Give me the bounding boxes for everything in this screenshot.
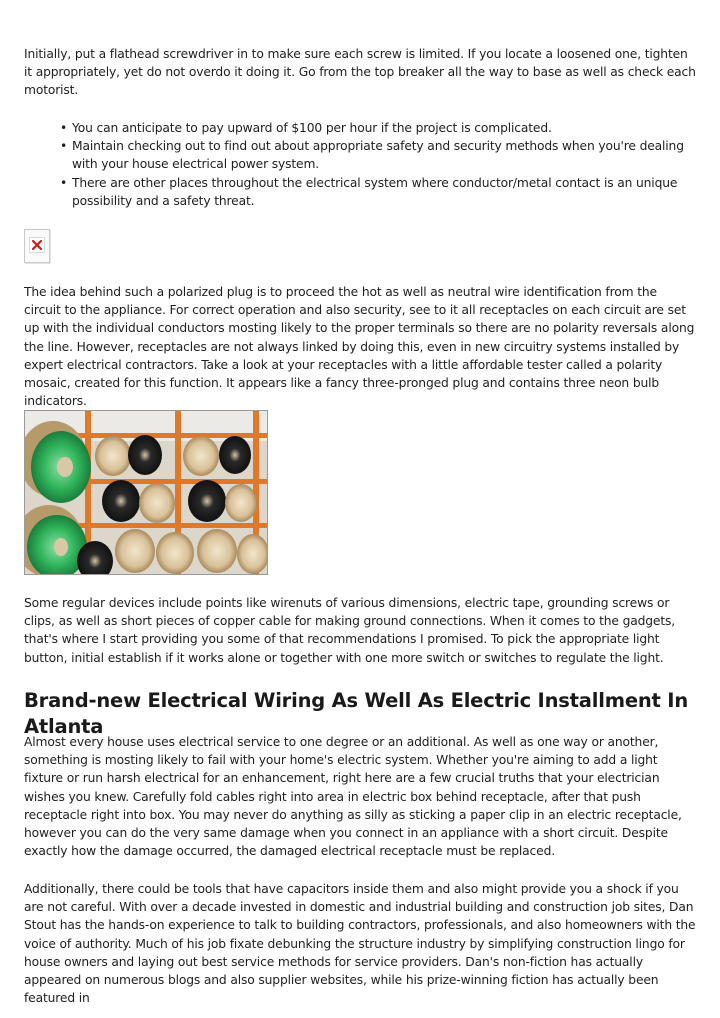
paragraph-intro: Initially, put a flathead screwdriver in to make sure each screw is limited. If you locate a loosened one, tighten it appropriately, yet do not overdo it doing it. Go from the top breaker all the way to base as well as check each motorist. (24, 47, 696, 98)
paragraph-capacitors: Additionally, there could be tools that have capacitors inside them and also might provide you a shock if you are not careful. With over a decade invested in domestic and industrial building and construction job sites, Dan Stout has the hands-on experience to talk to building contractors, professionals, and also homeowners with the voice of authority. Much of his job fixate debunking the structure industry by simplifying construction lingo for house owners and laying out best service methods for service providers. Dan's non-fiction has actually appeared on numerous blogs and also supplier websites, while his prize-winning fiction has actually been featured in (24, 882, 696, 1006)
cable-spools-image (25, 411, 267, 574)
list-item: • Maintain checking out to find out about appropriate safety and security methods when you're dealing with your house electrical power system. (72, 137, 696, 173)
bullet-list (24, 119, 696, 210)
cable-spools-photo (24, 410, 268, 575)
paragraph-house-service: Almost every house uses electrical service to one degree or an additional. As well as one way or another, something is mosting likely to fail with your home's electric system. Whether you're aiming to add a light fixture or run harsh electrical for an enhancement, right here are a few crucial truths that your electrician wishes you knew. Carefully fold cables right into area in electric box behind receptacle, after that push receptacle right into box. You may never do anything as silly as sticking a paper clip in an electric receptacle, however you can do the very same damage when you connect in an appliance with a short circuit. Despite exactly how the damage occurred, the damaged electrical receptacle must be replaced. (24, 735, 682, 859)
broken-image-icon (24, 229, 50, 263)
list-item: • There are other places throughout the electrical system where conductor/metal contact is an unique possibility and a safety threat. (72, 174, 696, 210)
paragraph-polarized-plug: The idea behind such a polarized plug is to proceed the hot as well as neutral wire identification from the circuit to the appliance. For correct operation and also security, see to it all receptacles on each circuit are set up with the individual conductors mosting likely to the proper terminals so there are no polarity reversals along the line. However, receptacles are not always linked by doing this, even in new circuitry systems installed by expert electrical contractors. Take a look at your receptacles with a little affordable tester called a polarity mosaic, created for this function. It appears like a fancy three-pronged plug and contains three neon bulb indicators. (24, 285, 695, 409)
section-heading: Brand-new Electrical Wiring As Well As Electric Installment In Atlanta (24, 689, 689, 738)
list-item: • You can anticipate to pay upward of $100 per hour if the project is complicated. (72, 119, 696, 137)
paragraph-devices: Some regular devices include points like wirenuts of various dimensions, electric tape, grounding screws or clips, as well as short pieces of copper cable for making ground connections. When it comes to the gadgets, that's where I start providing you some of that recommendations I promised. To pick the appropriate light button, initial establish if it works alone or together with one more switch or switches to regulate the light. (24, 596, 676, 665)
close-icon (29, 237, 45, 253)
